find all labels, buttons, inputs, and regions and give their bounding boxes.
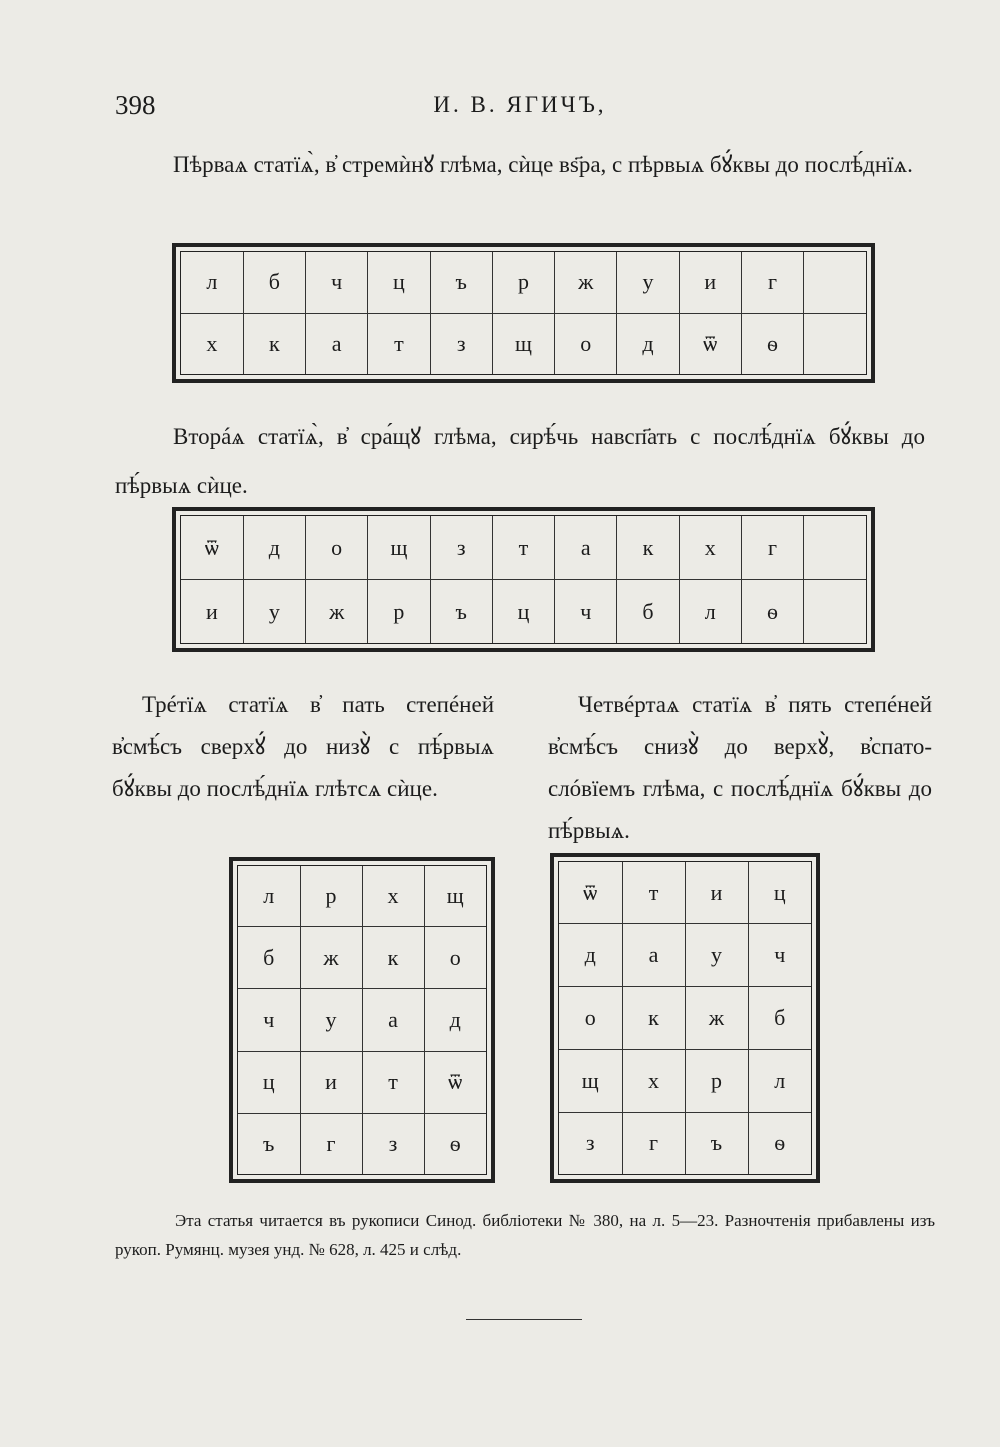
table-cell: у bbox=[685, 924, 748, 987]
table-cell: ж bbox=[685, 987, 748, 1050]
table-cell: л bbox=[238, 866, 300, 927]
table-cell: о bbox=[559, 987, 622, 1050]
table-cell: к bbox=[362, 927, 424, 989]
paragraph-fourth-article: Четвéртаѧ статїѧ в̓ пять степéней в̓смѣ́съ снизꙋ̀ до верхꙋ̀, в̓спато-слóвїемъ глѣма, с послѣ́днїѧ бꙋ́квы до пѣ́рвыѧ. bbox=[548, 692, 932, 843]
table-cell: б bbox=[238, 927, 300, 989]
table-cell: л bbox=[181, 252, 243, 313]
table-cell bbox=[804, 252, 866, 313]
table-row bbox=[559, 1049, 811, 1112]
table-cell: р bbox=[300, 866, 362, 927]
table-cell: р bbox=[685, 1049, 748, 1112]
page-number: 398 bbox=[115, 90, 156, 120]
table-row bbox=[181, 580, 866, 644]
table-cell: ц bbox=[368, 252, 430, 313]
table-row bbox=[559, 1112, 811, 1174]
table-cell: а bbox=[362, 989, 424, 1051]
table-cell: ѳ bbox=[741, 313, 803, 374]
cipher-grid bbox=[559, 862, 811, 1174]
table-cell: ж bbox=[306, 580, 368, 644]
table-cell: д bbox=[617, 313, 679, 374]
section-divider bbox=[466, 1319, 582, 1320]
table-cell: и bbox=[181, 580, 243, 644]
cipher-grid bbox=[181, 516, 866, 643]
table-cell: ч bbox=[555, 580, 617, 644]
table-row bbox=[181, 313, 866, 374]
table-cell: щ bbox=[492, 313, 554, 374]
table-cell: ж bbox=[300, 927, 362, 989]
table-cell: л bbox=[748, 1049, 811, 1112]
cipher-table-third bbox=[229, 857, 495, 1183]
table-cell: г bbox=[741, 252, 803, 313]
table-cell: б bbox=[243, 252, 305, 313]
table-cell: ц bbox=[238, 1051, 300, 1113]
cipher-grid bbox=[238, 866, 486, 1174]
table-cell: л bbox=[679, 580, 741, 644]
table-cell: т bbox=[362, 1051, 424, 1113]
cipher-grid bbox=[181, 252, 866, 374]
table-cell: ъ bbox=[430, 252, 492, 313]
table-row bbox=[238, 1051, 486, 1113]
table-cell: ѿ bbox=[181, 516, 243, 580]
table-cell: о bbox=[306, 516, 368, 580]
table-cell: з bbox=[559, 1112, 622, 1174]
table-cell: х bbox=[679, 516, 741, 580]
table-cell: а bbox=[555, 516, 617, 580]
table-cell: и bbox=[679, 252, 741, 313]
table-row bbox=[238, 1113, 486, 1174]
paragraph-second-article: Вторáѧ статїѧ̀, в̓ сра́щꙋ глѣма, сирѣ́чь навсп҃ать с послѣ́днїѧ бꙋ́квы до пѣ́рвыѧ сѝце. bbox=[115, 424, 925, 498]
table-row bbox=[238, 989, 486, 1051]
table-cell: д bbox=[559, 924, 622, 987]
table-cell: р bbox=[492, 252, 554, 313]
table-cell: к bbox=[622, 987, 685, 1050]
table-cell: а bbox=[306, 313, 368, 374]
table-row bbox=[238, 927, 486, 989]
table-cell: ц bbox=[492, 580, 554, 644]
table-cell: ж bbox=[555, 252, 617, 313]
table-cell: ѳ bbox=[741, 580, 803, 644]
table-cell: а bbox=[622, 924, 685, 987]
table-cell: д bbox=[424, 989, 486, 1051]
table-cell: о bbox=[424, 927, 486, 989]
table-cell: ч bbox=[306, 252, 368, 313]
table-cell: и bbox=[300, 1051, 362, 1113]
table-cell: щ bbox=[559, 1049, 622, 1112]
table-cell: ѳ bbox=[449, 1130, 461, 1156]
table-cell: х bbox=[362, 866, 424, 927]
table-cell: х bbox=[622, 1049, 685, 1112]
table-row bbox=[181, 252, 866, 313]
paragraph-third-article: Трéтїѧ статїѧ в̓ пать степéней в̓смѣ́съ сверхꙋ́ до низꙋ̀ с пѣ́рвыѧ бꙋ́квы до послѣ́днїѧ глѣтсѧ сѝце. bbox=[112, 692, 494, 801]
table-cell: ч bbox=[748, 924, 811, 987]
table-cell: ъ bbox=[685, 1112, 748, 1174]
table-cell: б bbox=[617, 580, 679, 644]
table-cell: ѿ bbox=[559, 862, 622, 924]
footnote: Эта статья читается въ рукописи Синод. библіотеки № 380, на л. 5—23. Разночтенія прибавлены изъ рукоп. Румянц. музея унд. № 628, л. 425 и слѣд. bbox=[115, 1211, 935, 1259]
table-cell: г bbox=[741, 516, 803, 580]
table-cell: б bbox=[748, 987, 811, 1050]
running-head: И. В. ЯГИЧЪ, bbox=[433, 92, 607, 117]
table-cell: у bbox=[617, 252, 679, 313]
table-cell: щ bbox=[424, 866, 486, 927]
table-row bbox=[238, 866, 486, 927]
cipher-table-fourth bbox=[550, 853, 820, 1183]
table-cell: к bbox=[243, 313, 305, 374]
table-cell: х bbox=[181, 313, 243, 374]
table-cell: о bbox=[555, 313, 617, 374]
table-cell: т bbox=[492, 516, 554, 580]
table-cell: г bbox=[622, 1112, 685, 1174]
table-cell: к bbox=[617, 516, 679, 580]
table-cell: т bbox=[622, 862, 685, 924]
table-cell: ѳ bbox=[774, 1130, 786, 1156]
table-cell: з bbox=[362, 1113, 424, 1174]
table-cell: г bbox=[300, 1113, 362, 1174]
table-cell: ѿ bbox=[424, 1051, 486, 1113]
table-cell bbox=[804, 580, 866, 644]
table-cell: з bbox=[430, 516, 492, 580]
table-cell bbox=[804, 313, 866, 374]
paragraph-first-article: Пѣрваѧ статїѧ̀, в̓ стремѝнꙋ глѣма, сѝце вѕ҃ра, с пѣрвыѧ бꙋ́квы до послѣ́днїѧ. bbox=[173, 152, 913, 177]
table-row bbox=[559, 987, 811, 1050]
table-cell: т bbox=[368, 313, 430, 374]
table-cell: у bbox=[243, 580, 305, 644]
table-cell: ъ bbox=[430, 580, 492, 644]
table-cell: р bbox=[368, 580, 430, 644]
page-header bbox=[115, 90, 925, 126]
table-cell: ѿ bbox=[679, 313, 741, 374]
table-cell: щ bbox=[368, 516, 430, 580]
table-cell: з bbox=[430, 313, 492, 374]
table-cell: у bbox=[300, 989, 362, 1051]
table-row bbox=[559, 924, 811, 987]
table-cell bbox=[804, 516, 866, 580]
table-row bbox=[559, 862, 811, 924]
table-row bbox=[181, 516, 866, 580]
cipher-table-first bbox=[172, 243, 875, 383]
table-cell: ъ bbox=[238, 1113, 300, 1174]
table-cell: ц bbox=[748, 862, 811, 924]
table-cell: ч bbox=[238, 989, 300, 1051]
table-cell: д bbox=[243, 516, 305, 580]
cipher-table-second bbox=[172, 507, 875, 652]
table-cell: и bbox=[685, 862, 748, 924]
